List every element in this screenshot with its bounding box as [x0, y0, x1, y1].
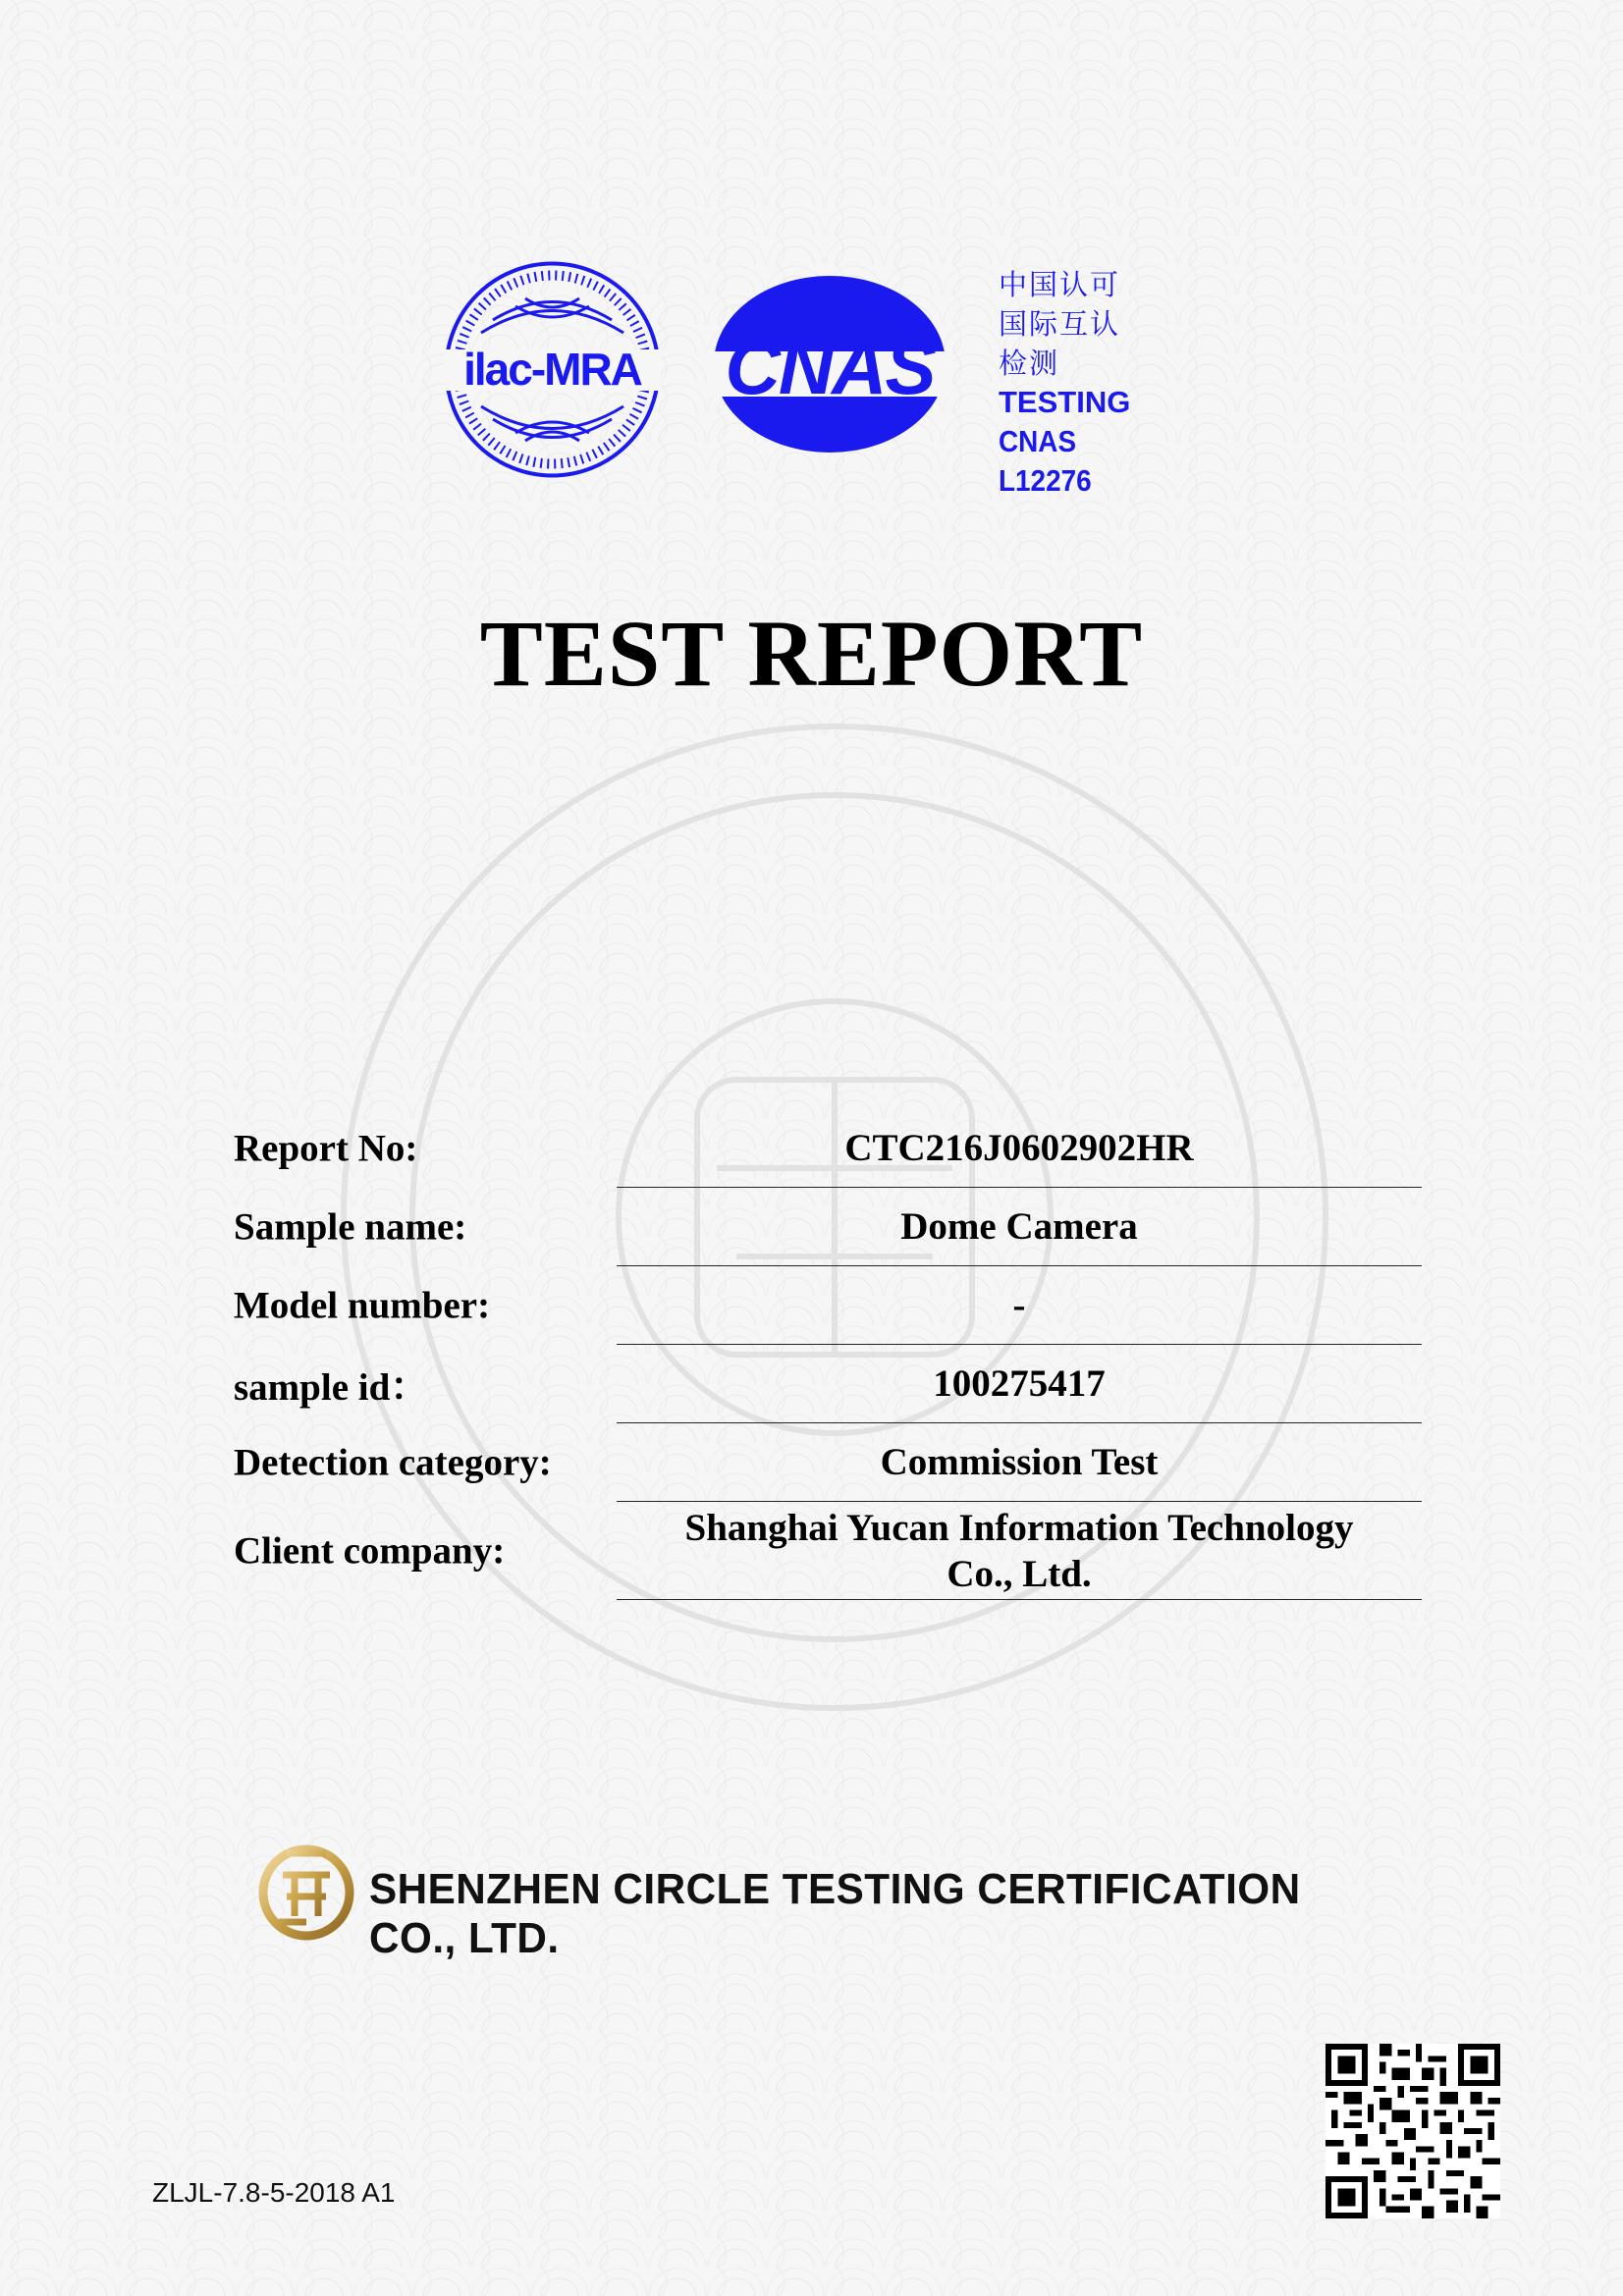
cnas-text: CNAS	[725, 324, 935, 410]
cnas-caption	[999, 265, 1188, 501]
ilac-text: ilac-MRA	[463, 344, 641, 395]
form-code: ZLJL-7.8-5-2018 A1	[152, 2177, 396, 2208]
cnas-logo-icon	[707, 271, 952, 457]
cnas-caption-line: TESTING	[999, 385, 1131, 419]
info-row-report-no	[234, 1109, 1422, 1188]
field-value: Dome Camera	[617, 1188, 1422, 1266]
field-label: Sample name:	[234, 1205, 467, 1249]
field-value: Commission Test	[617, 1423, 1422, 1502]
field-value: CTC216J0602902HR	[617, 1109, 1422, 1188]
field-label: Detection category:	[234, 1441, 552, 1484]
field-value: Shanghai Yucan Information Technology Co., Ltd.	[617, 1502, 1422, 1600]
cnas-caption-line: 检测	[999, 347, 1060, 380]
cnas-caption-line: 中国认可	[999, 268, 1121, 301]
field-label: Model number:	[234, 1284, 491, 1327]
circle-testing-logo-icon	[257, 1836, 355, 1944]
cnas-caption-line: 国际互认	[999, 307, 1121, 341]
info-row-sample-id	[234, 1345, 1422, 1423]
field-value: 100275417	[617, 1345, 1422, 1423]
qr-code-icon[interactable]	[1325, 2044, 1500, 2218]
info-row-detection-category	[234, 1423, 1422, 1502]
field-label: Client company:	[234, 1529, 506, 1573]
cnas-caption-line: CNAS L12276	[999, 424, 1092, 498]
company-name: SHENZHEN CIRCLE TESTING CERTIFICATION CO., LTD.	[369, 1865, 1301, 1962]
field-label: sample id：	[234, 1366, 429, 1409]
info-row-client-company	[234, 1502, 1422, 1600]
page-title: TEST REPORT	[479, 601, 1144, 706]
accreditation-logos	[442, 253, 1188, 498]
info-row-model-number	[234, 1266, 1422, 1345]
company-brand	[257, 1836, 1377, 1962]
field-label: Report No:	[234, 1127, 418, 1170]
info-row-sample-name	[234, 1188, 1422, 1266]
field-value: -	[617, 1266, 1422, 1345]
report-info-table	[234, 1109, 1422, 1600]
ilac-mra-logo-icon	[442, 259, 663, 480]
